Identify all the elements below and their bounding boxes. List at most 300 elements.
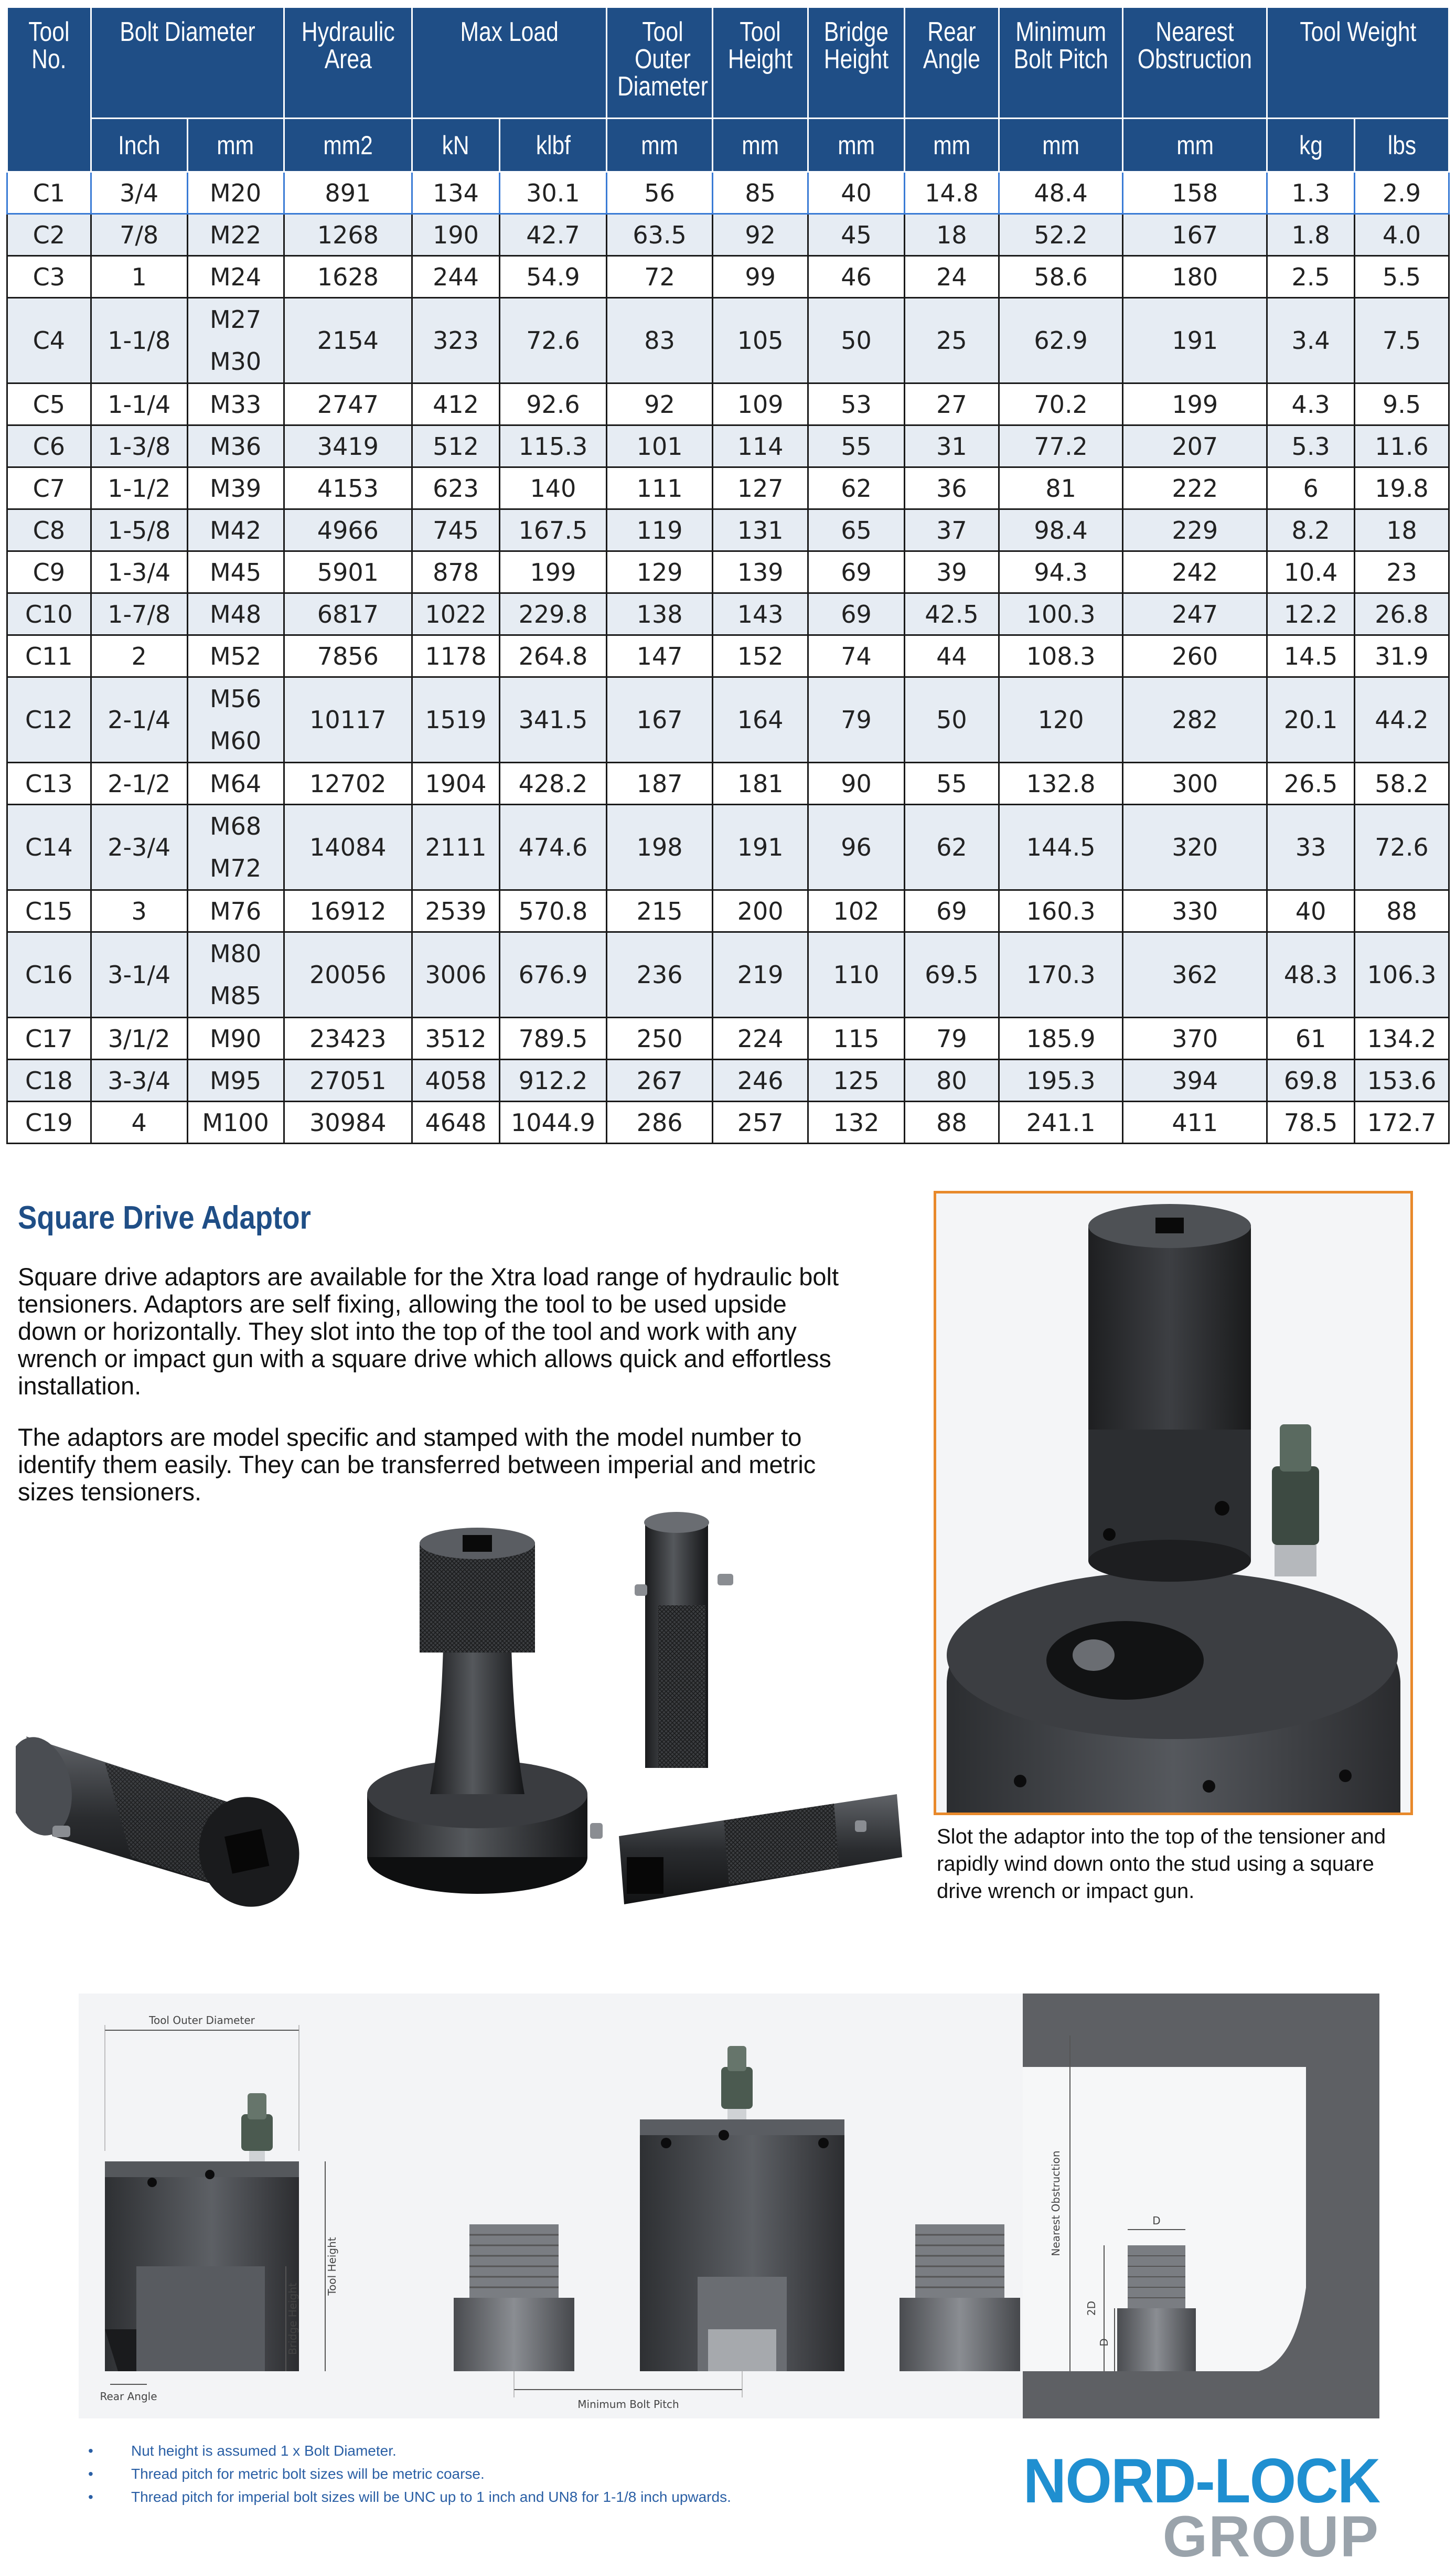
table-cell: 1 <box>91 256 187 298</box>
table-cell: 267 <box>607 1060 713 1102</box>
table-cell: 36 <box>904 467 999 509</box>
table-cell: 300 <box>1123 763 1267 805</box>
table-cell: 12702 <box>284 763 412 805</box>
table-cell: 55 <box>808 425 905 467</box>
table-cell: 1-3/8 <box>91 425 187 467</box>
table-cell: 3 <box>91 890 187 932</box>
table-cell: 1268 <box>284 214 412 256</box>
unit-pitch: mm <box>999 119 1122 172</box>
table-cell: 114 <box>713 425 808 467</box>
table-cell: 70.2 <box>999 383 1122 425</box>
table-cell: 140 <box>499 467 606 509</box>
table-cell: 131 <box>713 509 808 551</box>
table-row <box>7 256 1449 298</box>
table-cell: 14084 <box>284 805 412 890</box>
table-cell: 4.0 <box>1355 214 1449 256</box>
table-cell: 144.5 <box>999 805 1122 890</box>
table-cell: 153.6 <box>1355 1060 1449 1102</box>
header-row-units <box>7 119 1449 172</box>
table-cell: C8 <box>7 509 91 551</box>
table-row <box>7 172 1449 214</box>
spec-table-body <box>7 172 1449 1144</box>
table-cell: 219 <box>713 932 808 1018</box>
table-cell: 474.6 <box>499 805 606 890</box>
header-tool-height: Tool Height <box>713 7 808 119</box>
table-cell: 20.1 <box>1267 677 1355 763</box>
metric-size-primary: M27 <box>209 305 262 334</box>
table-cell: 912.2 <box>499 1060 606 1102</box>
intro-paragraph: Square drive adaptors are available for the Xtra load range of hydraulic bolt tensioners. Adaptors are self fixing, allowing the tool to be used upside down or horizontally. They slot into the top of the tool and work with any wrench or impact gun with a square drive which allows quick and effortless installation. <box>18 1263 839 1400</box>
table-cell: 1-1/2 <box>91 467 187 509</box>
table-cell: 5.5 <box>1355 256 1449 298</box>
table-cell: 61 <box>1267 1018 1355 1060</box>
adaptor-in-tensioner-photo <box>934 1191 1413 1815</box>
table-row <box>7 1018 1449 1060</box>
unit-bridge: mm <box>808 119 905 172</box>
table-row <box>7 805 1449 890</box>
table-cell: 33 <box>1267 805 1355 890</box>
table-cell: 4.3 <box>1267 383 1355 425</box>
table-cell: 50 <box>808 298 905 383</box>
table-cell: 412 <box>412 383 500 425</box>
table-cell: 120 <box>999 677 1122 763</box>
table-cell: 83 <box>607 298 713 383</box>
table-cell: C19 <box>7 1102 91 1144</box>
table-cell: 25 <box>904 298 999 383</box>
table-cell: 23423 <box>284 1018 412 1060</box>
table-cell: 98.4 <box>999 509 1122 551</box>
table-cell: 53 <box>808 383 905 425</box>
table-row <box>7 677 1449 763</box>
table-cell: 2-3/4 <box>91 805 187 890</box>
table-cell: 109 <box>713 383 808 425</box>
table-cell: 79 <box>808 677 905 763</box>
table-cell: 3512 <box>412 1018 500 1060</box>
table-cell: 30984 <box>284 1102 412 1144</box>
table-cell: 623 <box>412 467 500 509</box>
table-cell: 8.2 <box>1267 509 1355 551</box>
adaptor-product-photo <box>16 1511 907 1962</box>
table-cell: 23 <box>1355 551 1449 593</box>
table-cell: 96 <box>808 805 905 890</box>
table-cell-metric-size <box>187 298 284 383</box>
table-cell: 48.4 <box>999 172 1122 214</box>
table-row <box>7 1060 1449 1102</box>
table-cell: 191 <box>1123 298 1267 383</box>
table-cell: 286 <box>607 1102 713 1144</box>
metric-size-primary: M56 <box>209 685 262 713</box>
table-cell: 14.8 <box>904 172 999 214</box>
table-cell: 3.4 <box>1267 298 1355 383</box>
table-cell: 92 <box>713 214 808 256</box>
table-cell: 100.3 <box>999 593 1122 635</box>
metric-size-alternate: M72 <box>209 854 262 882</box>
table-cell: 69 <box>904 890 999 932</box>
table-cell: 5901 <box>284 551 412 593</box>
table-cell: 224 <box>713 1018 808 1060</box>
table-cell-metric-size <box>187 677 284 763</box>
adaptor-small <box>619 1794 902 1904</box>
table-cell: 2.9 <box>1355 172 1449 214</box>
unit-mm-bolt: mm <box>187 119 284 172</box>
table-cell: 72.6 <box>1355 805 1449 890</box>
table-cell: M45 <box>187 551 284 593</box>
table-cell: 4966 <box>284 509 412 551</box>
table-cell: 428.2 <box>499 763 606 805</box>
table-cell: 18 <box>904 214 999 256</box>
table-cell: 4 <box>91 1102 187 1144</box>
table-cell: 323 <box>412 298 500 383</box>
header-tool-outer-diameter: Tool Outer Diameter <box>607 7 713 119</box>
table-cell: 2154 <box>284 298 412 383</box>
header-hydraulic-area: Hydraulic Area <box>284 7 412 119</box>
table-cell: 2-1/2 <box>91 763 187 805</box>
header-bolt-diameter: Bolt Diameter <box>91 7 284 119</box>
dim-2d: 2D <box>1085 2300 1098 2316</box>
dim-rear-angle: Rear Angle <box>100 2390 157 2403</box>
table-cell: M36 <box>187 425 284 467</box>
table-cell: 167 <box>607 677 713 763</box>
table-cell: 3-3/4 <box>91 1060 187 1102</box>
table-cell: 1628 <box>284 256 412 298</box>
table-cell: M24 <box>187 256 284 298</box>
detail-paragraph: The adaptors are model specific and stamped with the model number to identify them easily. They can be transferred between imperial and metric sizes tensioners. <box>18 1423 816 1506</box>
table-cell-metric-size <box>187 805 284 890</box>
table-cell: 85 <box>713 172 808 214</box>
table-cell: 170.3 <box>999 932 1122 1018</box>
table-cell: 31 <box>904 425 999 467</box>
table-cell: 139 <box>713 551 808 593</box>
table-cell: M76 <box>187 890 284 932</box>
table-cell-metric-size <box>187 932 284 1018</box>
table-cell: C10 <box>7 593 91 635</box>
table-cell: C7 <box>7 467 91 509</box>
table-cell: 39 <box>904 551 999 593</box>
table-cell: M52 <box>187 635 284 677</box>
table-cell: 46 <box>808 256 905 298</box>
table-cell: 745 <box>412 509 500 551</box>
unit-obstr: mm <box>1123 119 1267 172</box>
table-cell: 370 <box>1123 1018 1267 1060</box>
table-cell: 7/8 <box>91 214 187 256</box>
unit-height: mm <box>713 119 808 172</box>
metric-size-primary: M68 <box>209 812 262 840</box>
dim-d-top: D <box>1152 2214 1161 2227</box>
table-cell: 181 <box>713 763 808 805</box>
table-cell: 512 <box>412 425 500 467</box>
table-cell: 199 <box>1123 383 1267 425</box>
dim-min-bolt-pitch: Minimum Bolt Pitch <box>577 2398 679 2411</box>
table-cell: 160.3 <box>999 890 1122 932</box>
table-cell: 411 <box>1123 1102 1267 1144</box>
table-cell: C2 <box>7 214 91 256</box>
table-cell: 134.2 <box>1355 1018 1449 1060</box>
table-cell: 1519 <box>412 677 500 763</box>
footnote-item: • Thread pitch for imperial bolt sizes will be UNC up to 1 inch and UN8 for 1-1/8 inch upwards. <box>84 2486 976 2509</box>
photo-caption: Slot the adaptor into the top of the tensioner and rapidly wind down onto the stud using a square drive wrench or impact gun. <box>937 1825 1386 1903</box>
table-cell: 172.7 <box>1355 1102 1449 1144</box>
metric-size-alternate: M85 <box>209 982 262 1010</box>
table-cell: 27 <box>904 383 999 425</box>
spec-table <box>6 6 1450 1144</box>
table-cell: 320 <box>1123 805 1267 890</box>
table-cell: 54.9 <box>499 256 606 298</box>
table-cell: C12 <box>7 677 91 763</box>
unit-outer: mm <box>607 119 713 172</box>
table-cell: 65 <box>808 509 905 551</box>
table-cell: 79 <box>904 1018 999 1060</box>
table-cell: 198 <box>607 805 713 890</box>
table-row <box>7 551 1449 593</box>
table-cell: 74 <box>808 635 905 677</box>
table-cell: 37 <box>904 509 999 551</box>
table-cell: 2.5 <box>1267 256 1355 298</box>
table-cell: 215 <box>607 890 713 932</box>
table-cell: C15 <box>7 890 91 932</box>
header-max-load: Max Load <box>412 7 607 119</box>
table-cell: 69 <box>808 551 905 593</box>
table-cell: 99 <box>713 256 808 298</box>
dim-bridge-height: Bridge Height <box>286 2283 299 2355</box>
table-cell: 50 <box>904 677 999 763</box>
header-bridge-height: Bridge Height <box>808 7 905 119</box>
table-cell: 102 <box>808 890 905 932</box>
table-cell: 77.2 <box>999 425 1122 467</box>
table-cell: 200 <box>713 890 808 932</box>
table-cell: 180 <box>1123 256 1267 298</box>
table-cell: 88 <box>904 1102 999 1144</box>
table-cell: 191 <box>713 805 808 890</box>
table-cell: 6 <box>1267 467 1355 509</box>
dimension-diagram <box>79 1994 1379 2418</box>
table-cell: 16912 <box>284 890 412 932</box>
unit-klbf: klbf <box>499 119 606 172</box>
table-cell: 3-1/4 <box>91 932 187 1018</box>
table-cell: 2747 <box>284 383 412 425</box>
table-row <box>7 635 1449 677</box>
table-cell: 14.5 <box>1267 635 1355 677</box>
table-cell: 241.1 <box>999 1102 1122 1144</box>
table-cell: 164 <box>713 677 808 763</box>
table-cell: 30.1 <box>499 172 606 214</box>
table-cell: 58.2 <box>1355 763 1449 805</box>
table-cell: 69 <box>808 593 905 635</box>
table-cell: C5 <box>7 383 91 425</box>
table-cell: 62.9 <box>999 298 1122 383</box>
header-nearest-obstruction: Nearest Obstruction <box>1123 7 1267 119</box>
table-cell: 1.8 <box>1267 214 1355 256</box>
adaptor-centre <box>367 1528 603 1894</box>
table-row <box>7 298 1449 383</box>
table-cell: C6 <box>7 425 91 467</box>
table-cell: 111 <box>607 467 713 509</box>
table-cell: 5.3 <box>1267 425 1355 467</box>
table-cell: 676.9 <box>499 932 606 1018</box>
table-cell: 7856 <box>284 635 412 677</box>
table-cell: 58.6 <box>999 256 1122 298</box>
table-cell: 257 <box>713 1102 808 1144</box>
table-cell: 44.2 <box>1355 677 1449 763</box>
table-cell: 1-1/4 <box>91 383 187 425</box>
metric-size-primary: M80 <box>209 940 262 968</box>
table-cell: 101 <box>607 425 713 467</box>
table-cell: C13 <box>7 763 91 805</box>
table-cell: 115 <box>808 1018 905 1060</box>
table-cell: 891 <box>284 172 412 214</box>
logo-line-2: GROUP <box>1162 2504 1379 2569</box>
table-cell: 115.3 <box>499 425 606 467</box>
table-cell: 229.8 <box>499 593 606 635</box>
table-cell: 1-1/8 <box>91 298 187 383</box>
table-cell: 4058 <box>412 1060 500 1102</box>
table-cell: 229 <box>1123 509 1267 551</box>
table-cell: 167.5 <box>499 509 606 551</box>
unit-area: mm2 <box>284 119 412 172</box>
table-cell: 246 <box>713 1060 808 1102</box>
table-cell: 878 <box>412 551 500 593</box>
table-cell: 190 <box>412 214 500 256</box>
table-cell: M90 <box>187 1018 284 1060</box>
table-cell: 72 <box>607 256 713 298</box>
table-cell: C4 <box>7 298 91 383</box>
table-cell: 185.9 <box>999 1018 1122 1060</box>
table-cell: M42 <box>187 509 284 551</box>
table-cell: M100 <box>187 1102 284 1144</box>
adaptor-left <box>16 1731 309 1916</box>
table-cell: 1044.9 <box>499 1102 606 1144</box>
table-cell: 105 <box>713 298 808 383</box>
table-cell: 62 <box>904 805 999 890</box>
table-cell: C14 <box>7 805 91 890</box>
unit-kn: kN <box>412 119 500 172</box>
table-cell: 129 <box>607 551 713 593</box>
dim-d-side: D <box>1098 2338 1110 2347</box>
table-cell: 9.5 <box>1355 383 1449 425</box>
table-cell: M64 <box>187 763 284 805</box>
table-cell: 81 <box>999 467 1122 509</box>
table-cell: 10117 <box>284 677 412 763</box>
table-cell: 147 <box>607 635 713 677</box>
table-row <box>7 383 1449 425</box>
table-cell: 195.3 <box>999 1060 1122 1102</box>
table-cell: 1022 <box>412 593 500 635</box>
table-cell: 20056 <box>284 932 412 1018</box>
table-cell: 45 <box>808 214 905 256</box>
nord-lock-logo <box>970 2445 1390 2569</box>
table-cell: 55 <box>904 763 999 805</box>
table-cell: 1904 <box>412 763 500 805</box>
table-cell: 27051 <box>284 1060 412 1102</box>
diagram-obstruction <box>1023 1994 1379 2418</box>
table-cell: 264.8 <box>499 635 606 677</box>
table-row <box>7 890 1449 932</box>
table-cell: 90 <box>808 763 905 805</box>
table-row <box>7 763 1449 805</box>
table-cell: 242 <box>1123 551 1267 593</box>
table-cell: 330 <box>1123 890 1267 932</box>
header-min-bolt-pitch: Minimum Bolt Pitch <box>999 7 1122 119</box>
table-cell: 26.5 <box>1267 763 1355 805</box>
table-cell: 92 <box>607 383 713 425</box>
footnotes <box>84 2439 976 2509</box>
table-row <box>7 593 1449 635</box>
table-cell: C3 <box>7 256 91 298</box>
table-cell: 222 <box>1123 467 1267 509</box>
table-cell: 42.5 <box>904 593 999 635</box>
table-cell: 127 <box>713 467 808 509</box>
unit-lbs: lbs <box>1355 119 1449 172</box>
table-row <box>7 467 1449 509</box>
table-cell: 570.8 <box>499 890 606 932</box>
table-cell: 40 <box>808 172 905 214</box>
table-cell: 362 <box>1123 932 1267 1018</box>
table-cell: C1 <box>7 172 91 214</box>
table-cell: 394 <box>1123 1060 1267 1102</box>
table-cell: 2539 <box>412 890 500 932</box>
metric-size-alternate: M30 <box>209 347 262 376</box>
table-cell: 19.8 <box>1355 467 1449 509</box>
table-cell: 108.3 <box>999 635 1122 677</box>
table-cell: 94.3 <box>999 551 1122 593</box>
table-cell: 132.8 <box>999 763 1122 805</box>
table-cell: 106.3 <box>1355 932 1449 1018</box>
table-cell: 244 <box>412 256 500 298</box>
table-cell: C18 <box>7 1060 91 1102</box>
unit-kg: kg <box>1267 119 1355 172</box>
table-cell: 119 <box>607 509 713 551</box>
table-cell: 341.5 <box>499 677 606 763</box>
table-cell: 158 <box>1123 172 1267 214</box>
table-cell: 282 <box>1123 677 1267 763</box>
table-cell: 143 <box>713 593 808 635</box>
table-cell: M39 <box>187 467 284 509</box>
table-cell: 1-5/8 <box>91 509 187 551</box>
table-cell: 187 <box>607 763 713 805</box>
table-row <box>7 509 1449 551</box>
logo-line-1: NORD-LOCK <box>1023 2446 1379 2516</box>
table-row <box>7 1102 1449 1144</box>
table-cell: 3006 <box>412 932 500 1018</box>
table-cell: 1-3/4 <box>91 551 187 593</box>
table-cell: 4648 <box>412 1102 500 1144</box>
table-cell: 11.6 <box>1355 425 1449 467</box>
table-cell: 42.7 <box>499 214 606 256</box>
table-cell: 69.8 <box>1267 1060 1355 1102</box>
table-cell: C16 <box>7 932 91 1018</box>
table-cell: 2111 <box>412 805 500 890</box>
table-cell: C11 <box>7 635 91 677</box>
table-row <box>7 214 1449 256</box>
table-cell: 52.2 <box>999 214 1122 256</box>
table-cell: 152 <box>713 635 808 677</box>
table-cell: M95 <box>187 1060 284 1102</box>
table-cell: 12.2 <box>1267 593 1355 635</box>
table-cell: 250 <box>607 1018 713 1060</box>
table-cell: 1.3 <box>1267 172 1355 214</box>
table-cell: C17 <box>7 1018 91 1060</box>
dim-tool-height: Tool Height <box>326 2237 338 2296</box>
dim-nearest-obstruction: Nearest Obstruction <box>1050 2150 1062 2256</box>
table-cell: 56 <box>607 172 713 214</box>
table-cell: 199 <box>499 551 606 593</box>
table-cell: 1178 <box>412 635 500 677</box>
table-cell: 63.5 <box>607 214 713 256</box>
table-cell: 4153 <box>284 467 412 509</box>
section-heading: Square Drive Adaptor <box>18 1200 311 1236</box>
footnote-item: • Nut height is assumed 1 x Bolt Diameter. <box>84 2439 976 2463</box>
header-rear-angle: Rear Angle <box>904 7 999 119</box>
table-cell: 88 <box>1355 890 1449 932</box>
